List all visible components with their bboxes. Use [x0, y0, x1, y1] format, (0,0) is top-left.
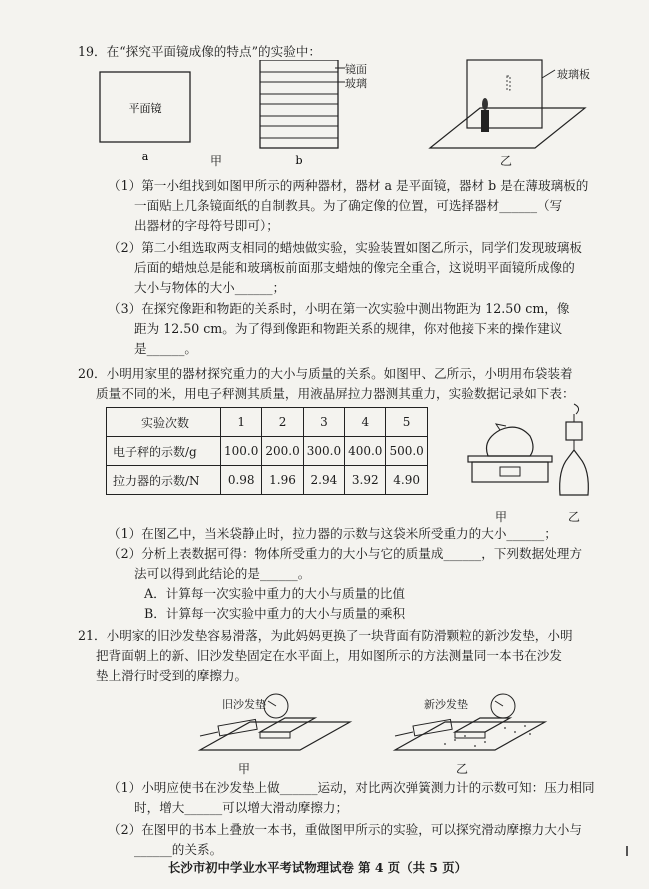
table-row-label: 电子秤的示数/g — [107, 437, 221, 466]
q20-yi-caption: 乙 — [568, 510, 581, 524]
q20-option-b: B．计算每一次实验中重力的大小与质量的乘积 — [144, 606, 406, 621]
q21-line3: 垫上滑行时受到的摩擦力。 — [96, 668, 248, 683]
table-col: 1 — [221, 408, 262, 437]
q20-part2-line1: （2）分析上表数据可得：物体所受重力的大小与它的质量成______，下列数据处理方 — [108, 546, 582, 561]
page-footer: 长沙市初中学业水平考试物理试卷 第 4 页（共 5 页） — [168, 860, 468, 875]
q20-part1: （1）在图乙中，当米袋静止时，拉力器的示数与这袋米所受重力的大小______； — [108, 526, 557, 541]
q19-part1-line3: 出器材的字母符号即可）； — [134, 218, 279, 233]
q21-part1-line1: （1）小明应使书在沙发垫上做______运动，对比两次弹簧测力计的示数可知：压力相同 — [108, 780, 595, 795]
q19-part3-line3: 是______。 — [134, 341, 197, 356]
q20-part2-line2: 法可以得到此结论的是______。 — [134, 566, 311, 581]
label-mirror-face: 镜面 — [345, 63, 367, 76]
q19-part1-line2: 一面贴上几条镜面纸的自制教具。为了确定像的位置，可选择器材______（写 — [134, 198, 563, 213]
q20-option-a: A．计算每一次实验中重力的大小与质量的比值 — [144, 586, 405, 601]
table-cell: 2.94 — [303, 466, 344, 495]
q20-line1: 20．小明用家里的器材探究重力的大小与质量的关系。如图甲、乙所示，小明用布袋装着 — [78, 366, 573, 381]
table-row — [107, 466, 428, 495]
table-col: 4 — [345, 408, 386, 437]
label-glass: 玻璃 — [345, 77, 367, 90]
q19-yi-caption: 乙 — [500, 154, 513, 168]
q21-part2-line1: （2）在图甲的书本上叠放一本书，重做图甲所示的实验，可以探究滑动摩擦力大小与 — [108, 822, 582, 837]
table-header-label: 实验次数 — [107, 408, 221, 437]
table-cell: 3.92 — [345, 466, 386, 495]
table-cell: 1.96 — [262, 466, 303, 495]
table-cell: 0.98 — [221, 466, 262, 495]
q19-part3-line2: 距为 12.50 cm。为了得到像距和物距关系的规律，你对他接下来的操作建议 — [134, 321, 563, 336]
q21-yi-caption: 乙 — [456, 762, 469, 776]
q21-figure-jia — [190, 692, 360, 762]
table-row — [107, 408, 428, 437]
mirror-label: 平面镜 — [128, 102, 162, 115]
table-row-label: 拉力器的示数/N — [107, 466, 221, 495]
table-cell: 300.0 — [303, 437, 344, 466]
pointer-lines — [335, 64, 349, 88]
label-a: a — [141, 150, 149, 163]
q19-figure-jia — [95, 60, 355, 170]
q19-part2-line2: 后面的蜡烛总是能和玻璃板前面那支蜡烛的像完全重合，这说明平面镜所成像的 — [134, 260, 575, 275]
q21-jia-caption: 甲 — [238, 762, 251, 776]
table-col: 5 — [386, 408, 427, 437]
table-cell: 100.0 — [221, 437, 262, 466]
q21-line1: 21．小明家的旧沙发垫容易滑落，为此妈妈更换了一块背面有防滑颗粒的新沙发垫，小明 — [78, 628, 573, 643]
q19-jia-caption: 甲 — [210, 154, 223, 168]
q20-jia-caption: 甲 — [495, 510, 508, 524]
q20-figure — [460, 400, 610, 505]
q19-part3-line1: （3）在探究像距和物距的关系时，小明在第一次实验中测出物距为 12.50 cm，像 — [108, 301, 570, 316]
label-new-pad: 新沙发垫 — [424, 698, 468, 711]
margin-mark — [626, 846, 628, 856]
q19-part2-line1: （2）第二小组选取两支相同的蜡烛做实验，实验装置如图乙所示，同学们发现玻璃板 — [108, 240, 582, 255]
label-old-pad: 旧沙发垫 — [222, 698, 266, 711]
q21-part2-line2: ______的关系。 — [134, 842, 223, 857]
q19-title: 19．在“探究平面镜成像的特点”的实验中： — [78, 44, 321, 59]
q20-line2: 质量不同的米，用电子秤测其质量，用液晶屏拉力器测其重力，实验数据记录如下表： — [96, 386, 575, 401]
q19-part2-line3: 大小与物体的大小______； — [134, 280, 286, 295]
q21-figure-yi — [385, 692, 555, 762]
table-cell: 400.0 — [345, 437, 386, 466]
q21-line2: 把背面朝上的新、旧沙发垫固定在水平面上，用如图所示的方法测量同一本书在沙发 — [96, 648, 562, 663]
table-row — [107, 437, 428, 466]
q20-data-table — [106, 407, 428, 495]
q19-part1-line1: （1）第一小组找到如图甲所示的两种器材，器材 a 是平面镜，器材 b 是在薄玻璃板的 — [108, 178, 589, 193]
table-col: 2 — [262, 408, 303, 437]
table-cell: 4.90 — [386, 466, 427, 495]
table-cell: 200.0 — [262, 437, 303, 466]
label-glass-plate: 玻璃板 — [557, 68, 590, 81]
table-cell: 500.0 — [386, 437, 427, 466]
label-b: b — [295, 154, 303, 167]
table-col: 3 — [303, 408, 344, 437]
q21-part1-line2: 时，增大______可以增大滑动摩擦力； — [134, 800, 349, 815]
